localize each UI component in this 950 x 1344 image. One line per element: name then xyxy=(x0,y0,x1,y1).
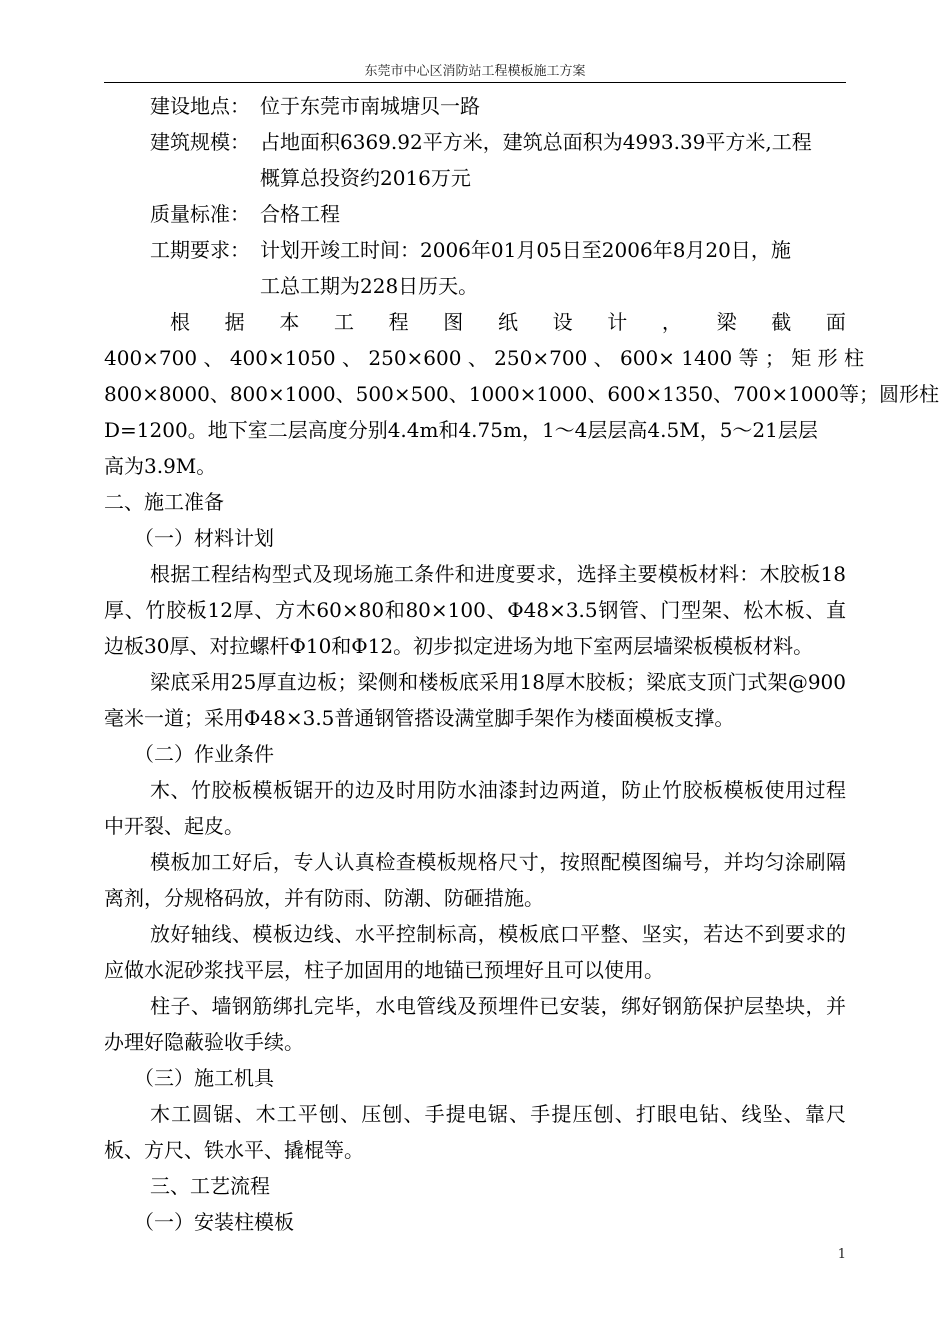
tools-paragraph: 木工圆锯、木工平刨、压刨、手提电锯、手提压刨、打眼电钻、线坠、靠尺板、方尺、铁水平、撬棍等。 xyxy=(104,1102,846,1162)
schedule-value-continued: 工总工期为228日历天。 xyxy=(260,274,479,298)
design-para-char: 截 xyxy=(771,310,792,334)
design-para-line3: 800×8000、800×1000、500×500、1000×1000、600×1350、700×1000等；圆形柱 xyxy=(104,382,939,406)
subsection-title-conditions: （二）作业条件 xyxy=(134,742,274,766)
info-row-scale xyxy=(104,124,846,160)
scale-label: 建筑规模： xyxy=(150,130,250,154)
quality-value: 合格工程 xyxy=(260,202,340,226)
conditions-paragraph-2: 模板加工好后，专人认真检查模板规格尺寸，按照配模图编号，并均匀涂刷隔离剂，分规格码放，并有防雨、防潮、防砸措施。 xyxy=(104,850,846,910)
header-divider xyxy=(104,82,846,83)
subsection-title-tools: （三）施工机具 xyxy=(134,1066,274,1090)
design-para-char: 纸 xyxy=(497,310,518,334)
subsection-title-materials: （一）材料计划 xyxy=(134,526,274,550)
location-label: 建设地点： xyxy=(150,94,250,118)
materials-paragraph-1: 根据工程结构型式及现场施工条件和进度要求，选择主要模板材料：木胶板18厚、竹胶板12厚、方木60×80和80×100、Φ48×3.5钢管、门型架、松木板、直边板30厚、对拉螺杆Φ10和Φ12。初步拟定进场为地下室两层墙梁板模板材料。 xyxy=(104,562,846,658)
section-title-preparation: 二、施工准备 xyxy=(104,490,224,514)
schedule-value: 计划开竣工时间：2006年01月05日至2006年8月20日，施 xyxy=(260,238,791,262)
info-row-schedule xyxy=(104,232,846,268)
design-para-char: 图 xyxy=(443,310,464,334)
subsection-title-column-formwork: （一）安装柱模板 xyxy=(134,1210,294,1234)
conditions-paragraph-4: 柱子、墙钢筋绑扎完毕，水电管线及预埋件已安装，绑好钢筋保护层垫块，并办理好隐蔽验收手续。 xyxy=(104,994,846,1054)
info-row-quality xyxy=(104,196,846,232)
info-row-location xyxy=(104,88,846,124)
design-para-char: 根 xyxy=(170,310,190,334)
section-title-process: 三、工艺流程 xyxy=(150,1174,270,1198)
design-para-char: 设 xyxy=(552,310,573,334)
design-para-char: 面 xyxy=(825,310,846,334)
location-value: 位于东莞市南城塘贝一路 xyxy=(260,94,480,118)
design-para-line2: 400×700 、 400×1050 、 250×600 、 250×700 、 600× 1400 等 ； 矩 形 柱 xyxy=(104,346,864,370)
conditions-paragraph-1: 木、竹胶板模板锯开的边及时用防水油漆封边两道，防止竹胶板模板使用过程中开裂、起皮。 xyxy=(104,778,846,838)
design-para-line1 xyxy=(104,304,846,340)
design-para-char: ， xyxy=(661,310,682,334)
scale-value: 占地面积6369.92平方米，建筑总面积为4993.39平方米,工程 xyxy=(260,130,812,154)
design-para-char: 计 xyxy=(607,310,628,334)
design-para-char: 工 xyxy=(333,310,354,334)
design-para-char: 本 xyxy=(279,310,300,334)
conditions-paragraph-3: 放好轴线、模板边线、水平控制标高，模板底口平整、坚实，若达不到要求的应做水泥砂浆找平层，柱子加固用的地锚已预埋好且可以使用。 xyxy=(104,922,846,982)
materials-paragraph-2: 梁底采用25厚直边板；梁侧和楼板底采用18厚木胶板；梁底支顶门式架@900毫米一道；采用Φ48×3.5普通钢管搭设满堂脚手架作为楼面模板支撑。 xyxy=(104,670,846,730)
document-body xyxy=(104,88,939,1240)
schedule-label: 工期要求： xyxy=(150,238,250,262)
design-para-char: 据 xyxy=(224,310,245,334)
page-number: 1 xyxy=(837,1247,846,1262)
quality-label: 质量标准： xyxy=(150,202,250,226)
design-para-line5: 高为3.9M。 xyxy=(104,454,217,478)
scale-value-continued: 概算总投资约2016万元 xyxy=(260,166,471,190)
design-para-char: 梁 xyxy=(716,310,737,334)
design-para-line4: D=1200。地下室二层高度分别4.4m和4.75m，1～4层层高4.5M，5～21层层 xyxy=(104,418,818,442)
page-header-title: 东莞市中心区消防站工程模板施工方案 xyxy=(364,64,586,79)
design-para-char: 程 xyxy=(388,310,409,334)
